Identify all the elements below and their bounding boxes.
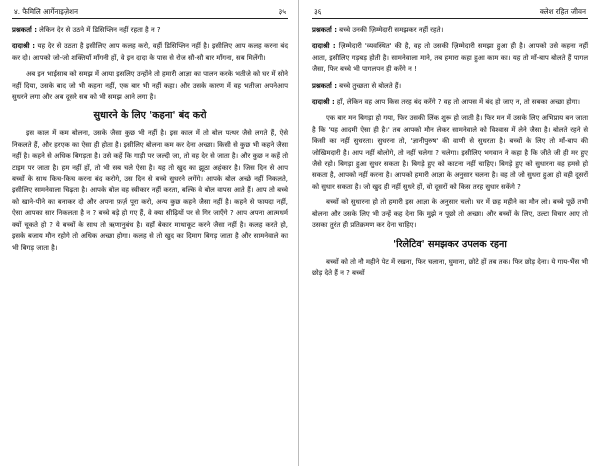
chapter-title: ४. फैमिलि आर्गेनाइज़ेशन — [14, 7, 79, 16]
right-page — [306, 0, 594, 466]
left-page — [6, 0, 294, 466]
speaker-label: प्रश्नकर्ता : — [312, 81, 337, 90]
running-head — [312, 6, 588, 19]
dialogue-text: हाँ, लेकिन वह आप किस तरह बंद करेंगे ? वह तो आपस में बंद हो जाए न, तो सबका अच्छा होगा। — [336, 98, 580, 107]
page-number: ३५ — [278, 7, 286, 16]
section-paragraph: बच्चों को तो नौ महीने पेट में रखना, फिर चलाना, घुमाना, छोटे हों तब तक। फिर छोड़ देना। ये गाय-भैंस भी छोड़ देते हैं न ? बच्चों — [312, 257, 588, 277]
section-heading: 'रिलेटिव' समझकर उपलक रहना — [393, 238, 507, 250]
narrative-paragraph: एक बार मन बिगड़ा हो गया, फिर उसकी लिंक शुरू हो जाती है। फिर मन में उसके लिए अभिप्राय बन जाता है कि 'यह आदमी ऐसा ही है।' तब आपको मौन लेकर सामनेवाले को विश्वास में लेने जैसा है। बोलते रहने से किसी का नहीं सुधरता। सुधरना तो, 'ज्ञानीपुरुष' की वाणी से सुधरता है। बच्चों के लिए तो माँ-बाप की जोखिमदारी है। आप नहीं बोलोगे, तो नहीं चलेगा ? चलेगा। इसीलिए भगवान ने कहा है कि जीते जी ही मर हुए जैसे रहो। बिगड़ा हुआ सुधर सकता है। बिगड़े हुए को काटना नहीं चाहिए। बिगड़े हुए को सुधारना वह हमसे हो सकता है, आपको नहीं करना है। आपको हमारी आज्ञा के अनुसार चलना है। वह तो जो सुधरा हुआ हो वही दूसरों को सुधार सकता है। जो खुद ही नहीं सुधरे हों, वो दूसरों को किस तरह सुधार सकेंगे ? — [312, 114, 588, 191]
dialogue-text: यह देर से उठता है इसीलिए आप कलह करो, वहीं डिसिप्लिन नहीं है। इसीलिए आप कलह करना बंद कर दो। आपको जो-जो शक्तियाँ माँगनी हों, वे इन दादा के पास से रोज सौ-सौ बार माँगना, सब मिलेंगी। — [12, 42, 288, 62]
speaker-label: प्रश्नकर्ता : — [312, 26, 337, 34]
dialogue-answer — [312, 41, 588, 75]
dialogue-answer — [12, 41, 288, 64]
dialogue-text: ज़िम्मेदारी 'व्यवस्थित' की है, वह तो उसकी ज़िम्मेदारी समझा हुआ ही है। आपको उसे कहना नहीं आता, इसीलिए गड़बड़ होती है। सामनेवाला माने, तब हमारा कहा हुआ काम का। यह तो माँ-बाप बोलते हैं पागल जैसा, फिर बच्चे भी पागलपन ही करेंगे न ! — [312, 42, 588, 74]
page-number: ३६ — [314, 7, 322, 16]
book-title: क्लेश रहित जीवन — [539, 7, 586, 16]
dialogue-question — [312, 25, 588, 36]
page-gutter — [298, 0, 299, 466]
dialogue-question — [12, 25, 288, 36]
dialogue-question — [312, 81, 588, 92]
speaker-label: दादाश्री : — [312, 98, 335, 107]
speaker-label: दादाश्री : — [312, 42, 336, 51]
dialogue-text: बच्चे तुच्छता से बोलते हैं। — [339, 81, 402, 90]
section-paragraph: इस काल में कम बोलना, उसके जैसा कुछ भी नहीं है। इस काल में तो बोल पत्थर जैसे लगते हैं, ऐसे निकलते हैं, और हरएक का ऐसा ही होता है। इसीलिए बोलना कम कर देना अच्छा। किसी से कुछ भी कहने जैसा नहीं है। कहने से अधिक बिगड़ता है। उसे कहें कि गाड़ी पर जल्दी जा, तो वह देर से जाता है। और कुछ न कहें तो टाइम पर जाता है। हम नहीं हों, तो भी सब चले ऐसा है। यह तो खुद का झूठा अहंकार है। जिस दिन से आप बच्चों के साथ किच-किच करना बंद करोगे, उस दिन से बच्चे सुधरने लगेंगे। आपके बोल अच्छे नहीं निकलते, इसीलिए सामनेवाला चिढ़ता है। आपके बोल वह स्वीकार नहीं करता, बल्कि वे बोल वापस आते हैं। आप तो बच्चे को खाने-पीने का बनाकर दो और अपना फ़र्ज़ पूरा करो, अन्य कुछ कहने जैसा नहीं है। कहने से फायदा नहीं, ऐसा आपका सार निकलता है न ? बच्चे बड़े हो गए हैं, वे क्या सीढ़ियों पर से गिर जाएँगे ? आप अपना आत्मधर्म क्यों चूकते हो ? ये बच्चों के साथ तो ऋणानुबंध है। वहाँ बेकार माथाकूट करने जैसा नहीं है। कलह करते हो, इसके बजाय मौन रहोगे तो अधिक अच्छा होगा। कलह से तो खुद का दिमाग बिगड़ जाता है और सामनेवाले का भी बिगड़ जाता है। — [12, 129, 288, 252]
running-head — [12, 6, 288, 19]
speaker-label: दादाश्री : — [12, 42, 36, 51]
dialogue-answer — [312, 97, 588, 108]
dialogue-text: लेकिन देर से उठने में डिसिप्लिन नहीं रहता है न ? — [39, 26, 161, 34]
narrative-paragraph: अब इन भाईसाब को समझ में आया इसलिए उन्होंने तो हमारी आज्ञा का पालन करके भतीजे को घर में सोने नहीं दिया, उसके बाद जो भी कहना नहीं, एक बार भी नहीं कहा। और उसके कारण में वह भतीजा अपनेआप सुधरने लगा और अब दूसरे सब को भी समझ आने लगा है। — [12, 70, 288, 102]
speaker-label: प्रश्नकर्ता : — [12, 26, 37, 34]
dialogue-text: बच्चे उनकी ज़िम्मेदारी समझकर नहीं रहते। — [339, 26, 444, 34]
section-heading: सुधारने के लिए 'कहना' बंद करो — [93, 110, 207, 122]
narrative-paragraph: बच्चों को सुधारना हो तो हमारी इस आज्ञा के अनुसार चलो। घर में छह महीने का मौन लो। बच्चे पूछें तभी बोलना और उसके लिए भी उन्हें कह देना कि मुझे न पूछो तो अच्छा। और बच्चों के लिए, उल्टा विचार आए तो उसका तुरंत ही प्रतिक्रमण कर देना चाहिए। — [312, 198, 588, 230]
